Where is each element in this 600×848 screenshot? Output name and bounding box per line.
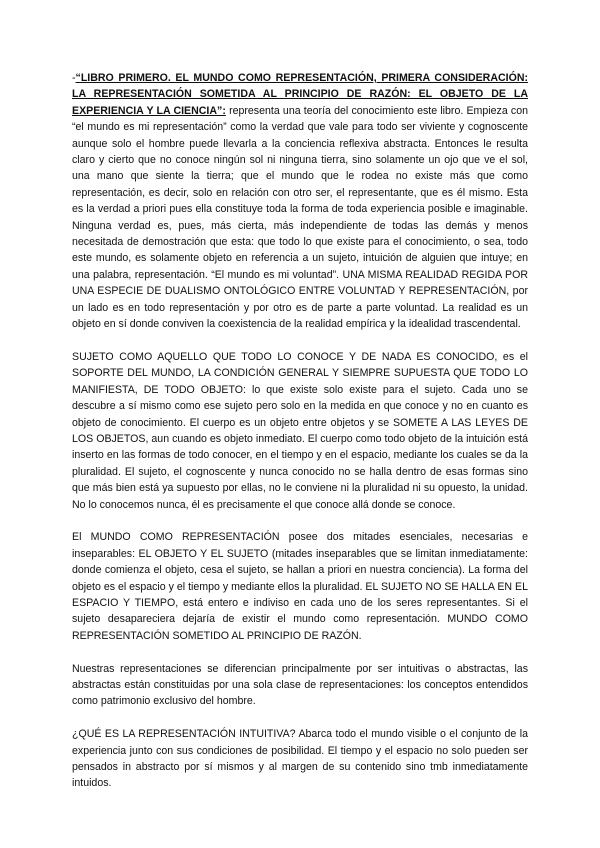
- paragraph-1-lead: -: [72, 72, 76, 84]
- section-heading: “LIBRO PRIMERO. EL MUNDO COMO REPRESENTACIÓN, PRIMERA CONSIDERACIÓN: LA REPRESENTACIÓN SOMETIDA AL PRINCIPIO DE RAZÓN: EL OBJETO DE LA EXPERIENCIA Y LA CIENCIA”:: [72, 72, 528, 117]
- paragraph-4: Nuestras representaciones se diferencian principalmente por ser intuitivas o abstractas, las abstractas están constituidas por una sola clase de representaciones: los conceptos entendidos como patrimonio exclusivo del hombre.: [72, 662, 528, 708]
- paragraph-1: [72, 70, 528, 333]
- paragraph-2: SUJETO COMO AQUELLO QUE TODO LO CONOCE Y DE NADA ES CONOCIDO, es el SOPORTE DEL MUNDO, LA CONDICIÓN GENERAL Y SIEMPRE SUPUESTA QUE TODO LO MANIFIESTA, DE TODO OBJETO: lo que existe solo existe para el sujeto. Cada uno se descubre a sí mismo como ese sujeto pero solo en la medida en que conoce y no en cuanto es objeto de conocimiento. El cuerpo es un objeto entre objetos y se SOMETE A LAS LEYES DE LOS OBJETOS, aun cuando es objeto inmediato. El cuerpo como todo objeto de la intuición está inserto en las formas de todo conocer, en el tiempo y en el espacio, mediante los cuales se da la pluralidad. El sujeto, el cognoscente y nunca conocido no se halla dentro de esas formas sino que más bien está ya supuesto por ellas, no le conviene ni la pluralidad ni su opuesto, la unidad. No lo conocemos nunca, él es precisamente el que conoce allá donde se conoce.: [72, 350, 528, 511]
- paragraph-1-body: representa una teoría del conocimiento este libro. Empieza con “el mundo es mi representación” como la verdad que vale para todo ser viviente y cognoscente aunque solo el hombre puede llevarla a la conciencia reflexiva abstracta. Entonces le resulta claro y cierto que no conoce ningún sol ni ninguna tierra, sino solamente un ojo que ve el sol, una mano que siente la tierra; que el mundo que le rodea no existe más que como representación, es decir, solo en relación con otro ser, el representante, que es él mismo. Esta es la verdad a priori pues ella constituye toda la forma de toda experiencia posible e imaginable. Ninguna verdad es, pues, más cierta, más independiente de todas las demás y menos necesitada de demostración que esta: que todo lo que existe para el conocimiento, o sea, todo este mundo, es solamente objeto en referencia a un sujeto, intuición de alguien que intuye; en una palabra, representación. “El mundo es mi voluntad”. UNA MISMA REALIDAD REGIDA POR UNA ESPECIE DE DUALISMO ONTOLÓGICO ENTRE VOLUNTAD Y REPRESENTACIÓN, por un lado es en todo representación y por otro es de parte a parte voluntad. La realidad es un objeto en sí donde conviven la coexistencia de la realidad empírica y la idealidad trascendental.: [72, 104, 529, 331]
- paragraph-3: El MUNDO COMO REPRESENTACIÓN posee dos mitades esenciales, necesarias e inseparables: EL OBJETO Y EL SUJETO (mitades inseparables que se limitan inmediatamente: donde comienza el objeto, cesa el sujeto, se hallan a priori en nuestra conciencia). La forma del objeto es el espacio y el tiempo y mediante ellos la pluralidad. EL SUJETO NO SE HALLA EN EL ESPACIO Y TIEMPO, está entero e indiviso en cada uno de los seres representantes. Si el sujeto desapareciera dejaría de existir el mundo como representación. MUNDO COMO REPRESENTACIÓN SOMETIDO AL PRINCIPIO DE RAZÓN.: [72, 531, 528, 642]
- paragraph-5: ¿QUÉ ES LA REPRESENTACIÓN INTUITIVA? Abarca todo el mundo visible o el conjunto de la experiencia junto con sus condiciones de posibilidad. El tiempo y el espacio no solo pueden ser pensados in abstracto por sí mismos y al margen de su contenido sino tmb inmediatamente intuidos.: [72, 728, 528, 790]
- document-page: [72, 70, 528, 808]
